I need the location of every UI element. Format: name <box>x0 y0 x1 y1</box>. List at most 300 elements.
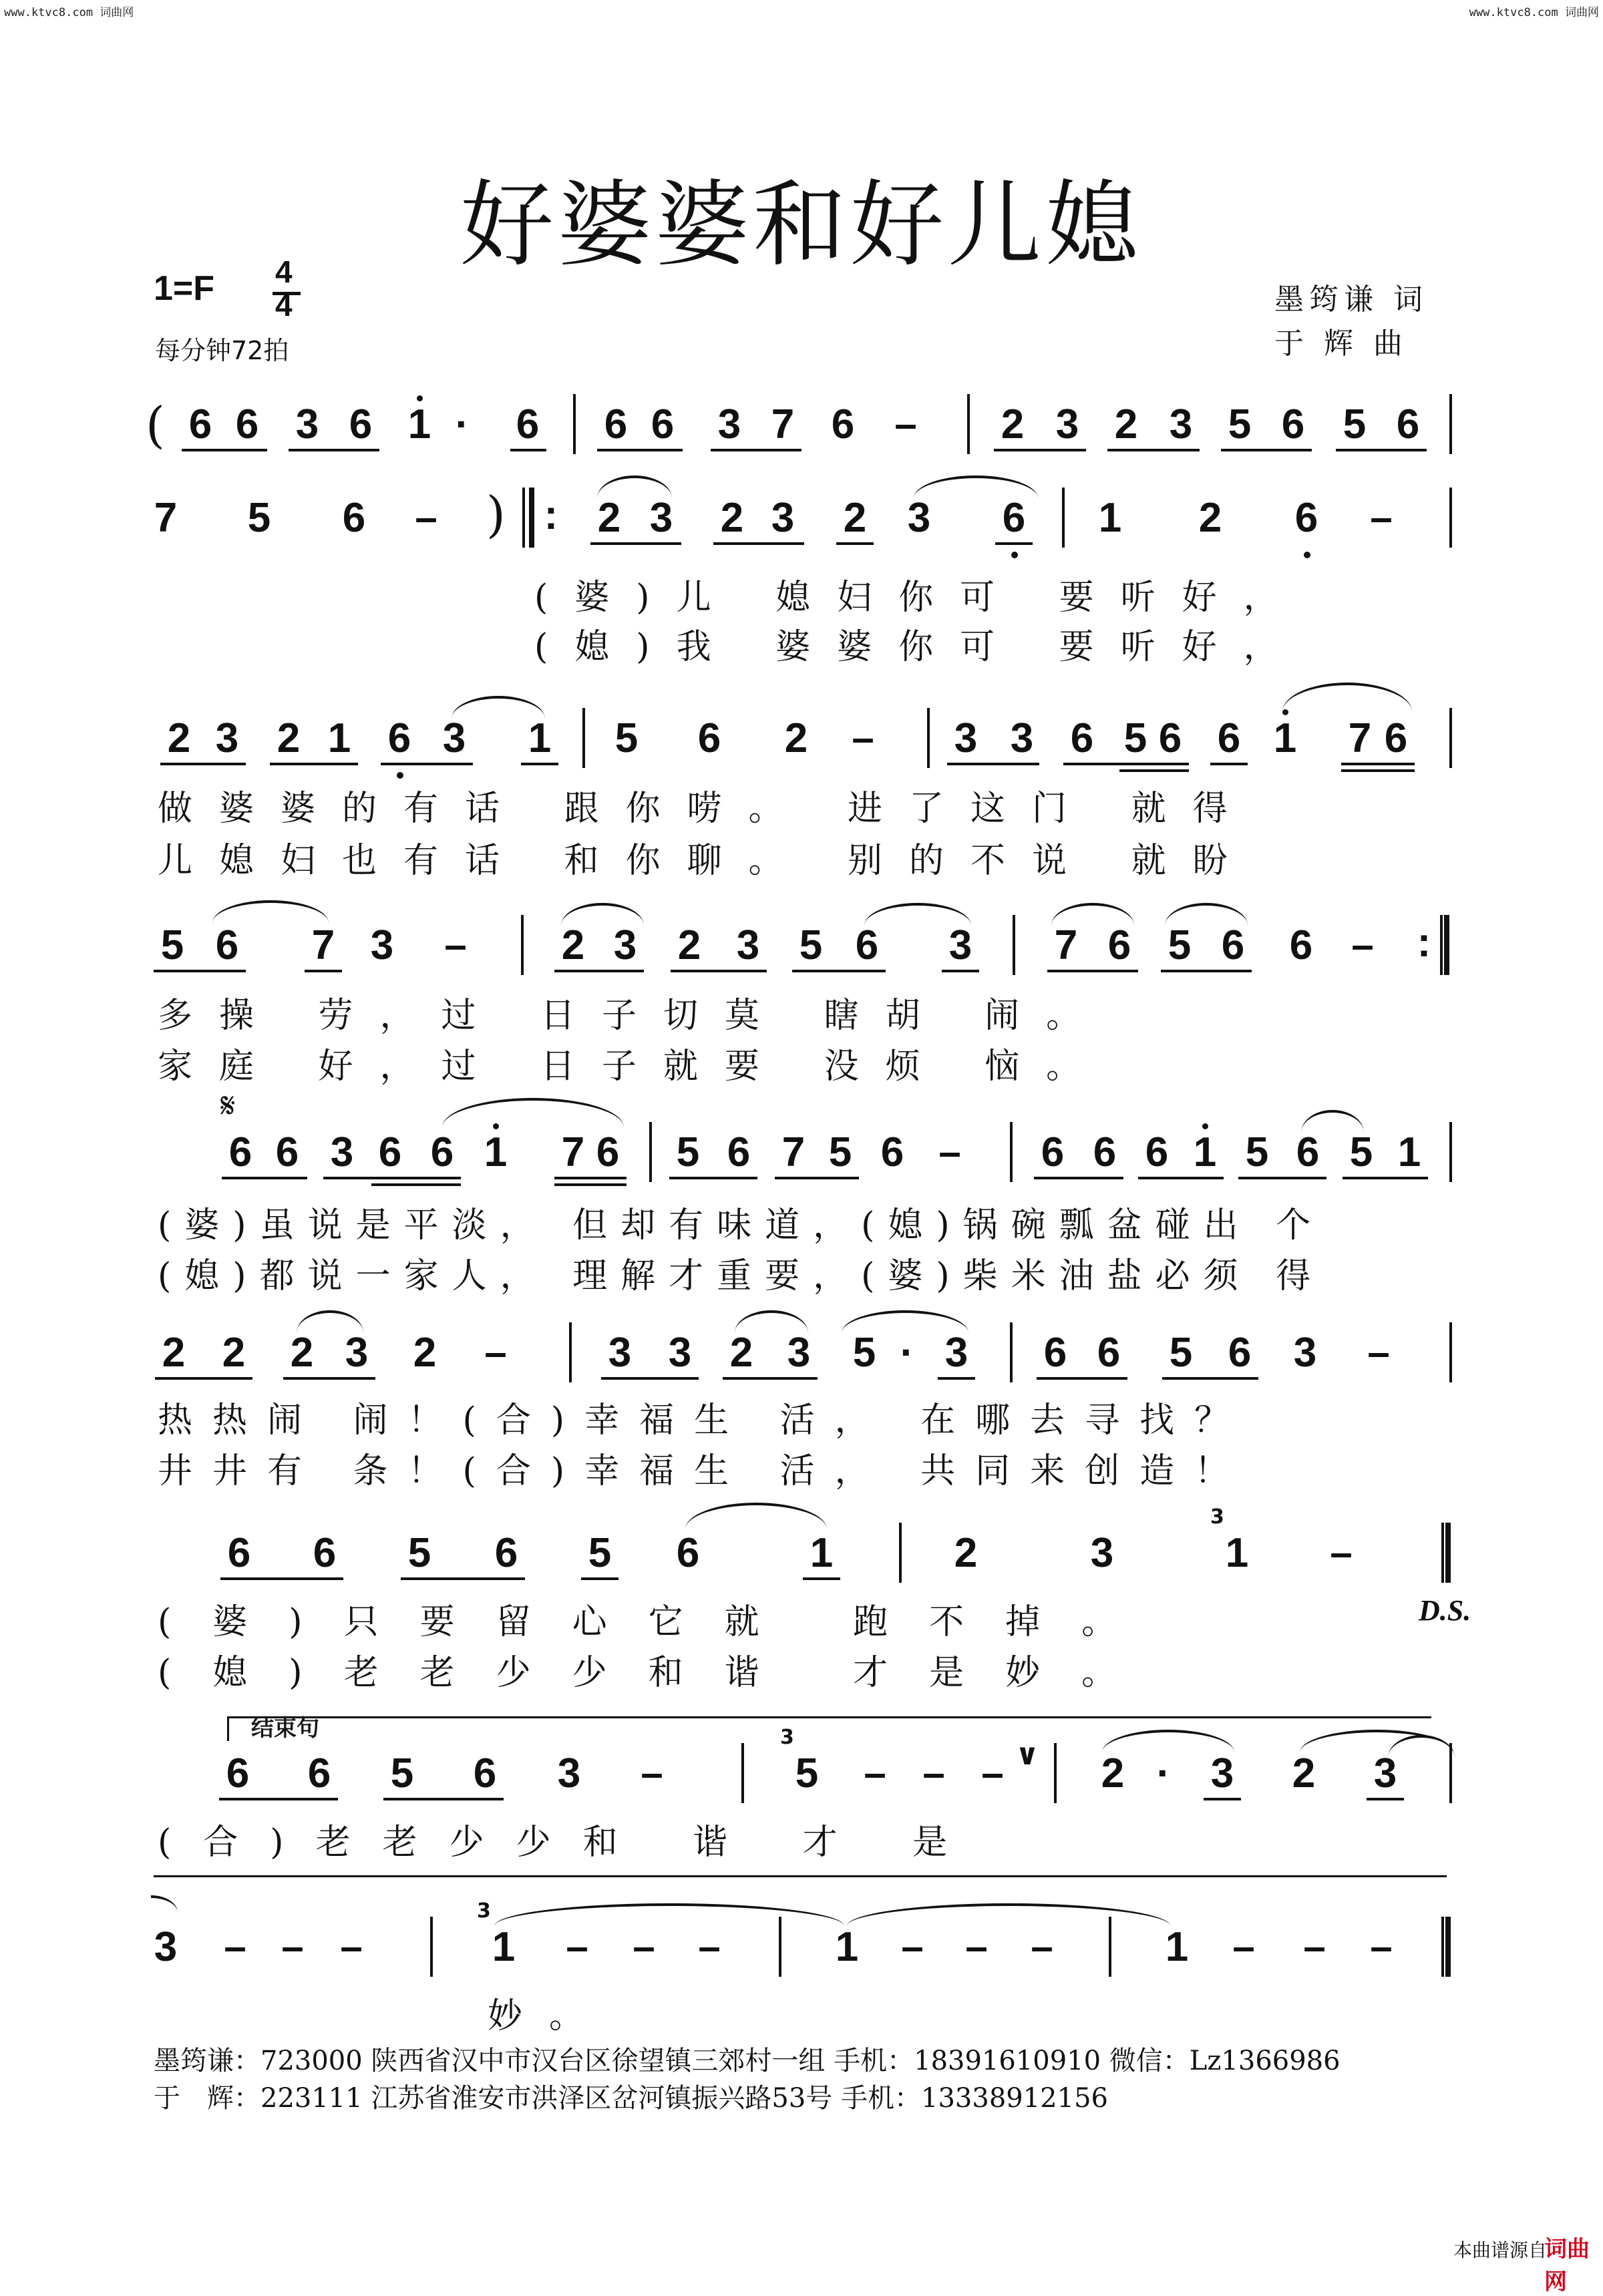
dash: – <box>981 1750 1004 1795</box>
beam <box>222 1177 307 1179</box>
note: 2 <box>413 1330 437 1376</box>
high-dot <box>493 1123 499 1129</box>
note: 6 <box>1228 1330 1252 1376</box>
beam <box>947 763 1039 765</box>
note: 1 <box>1193 1129 1217 1175</box>
note: 1 <box>407 401 431 447</box>
note: 6 <box>307 1750 331 1796</box>
note: 1 <box>1397 1129 1421 1175</box>
note-dot: · <box>455 401 470 447</box>
time-signature-top: 4 <box>275 254 293 289</box>
lyricist: 墨筠谦 词 <box>1274 282 1428 317</box>
note: 6 <box>727 1129 751 1175</box>
final-barline <box>1441 1523 1451 1583</box>
note: 3 <box>608 1330 632 1376</box>
dash: – <box>1367 1330 1390 1374</box>
low-dot <box>1304 552 1310 558</box>
note: 5 <box>852 1330 876 1376</box>
note: 5 <box>1168 922 1192 968</box>
note: 6 <box>516 401 540 447</box>
note: 2 <box>677 922 701 968</box>
low-dot <box>1011 552 1018 558</box>
note: 6 <box>1289 922 1313 968</box>
beam <box>775 1177 859 1179</box>
slur <box>685 1503 827 1529</box>
intro-open-paren: ( <box>146 397 165 454</box>
barline <box>1010 1322 1013 1382</box>
dash: – <box>415 495 437 540</box>
beam <box>1336 449 1427 451</box>
beam-16th <box>371 1183 461 1186</box>
score-row-2 <box>0 486 1603 668</box>
triplet-mark: 3 <box>1210 1505 1224 1529</box>
note: 6 <box>1070 715 1094 761</box>
dash: – <box>224 1924 246 1969</box>
note: 1 <box>484 1129 508 1175</box>
high-dot <box>417 395 423 401</box>
note: 5 <box>676 1129 700 1175</box>
beam <box>289 449 379 451</box>
note: 5 <box>799 922 823 968</box>
lyrics-verse-1: 多操 劳，过 日子切莫 瞎胡 闹。 <box>158 996 1108 1036</box>
note: 6 <box>596 1129 620 1175</box>
beam <box>155 1377 252 1380</box>
beam <box>554 970 644 972</box>
triplet-mark: 3 <box>477 1899 491 1923</box>
note: 7 <box>1348 715 1372 761</box>
barline <box>779 1917 781 1977</box>
dash: – <box>633 1924 655 1969</box>
key-signature: 1=F <box>154 269 215 308</box>
dash: – <box>922 1750 945 1795</box>
beam <box>581 1577 618 1580</box>
beam <box>1367 1798 1404 1800</box>
repeat-start-thick <box>522 488 525 548</box>
note: 3 <box>649 495 673 541</box>
slur <box>1282 683 1412 712</box>
beam <box>270 763 358 765</box>
site-url-right[interactable]: www.ktvc8.com 词曲网 <box>1469 6 1599 19</box>
dash: – <box>852 715 874 760</box>
score-row-3 <box>0 715 1603 882</box>
note: 2 <box>167 715 191 761</box>
note: 6 <box>676 1530 700 1576</box>
note: 1 <box>327 715 351 761</box>
beam <box>1221 449 1312 451</box>
note: 6 <box>473 1750 497 1796</box>
note: 6 <box>1002 495 1026 541</box>
note: 3 <box>1169 401 1193 447</box>
note: 6 <box>1107 922 1131 968</box>
dash: – <box>1303 1924 1326 1969</box>
high-dot <box>1282 709 1288 715</box>
segno-sign: 𝄋 <box>220 1086 236 1126</box>
dash: – <box>1031 1924 1053 1969</box>
note: 5 <box>247 495 271 541</box>
beam <box>154 970 246 972</box>
slur <box>442 1098 624 1127</box>
note: 3 <box>717 401 741 447</box>
dash: – <box>1370 1924 1393 1969</box>
note: 2 <box>1292 1750 1316 1796</box>
note: 6 <box>1294 495 1318 541</box>
beam <box>323 1177 461 1179</box>
note: 6 <box>1043 1330 1067 1376</box>
low-dot <box>397 772 403 779</box>
da-segno-mark: D.S. <box>1419 1594 1471 1627</box>
tie <box>847 1903 1170 1926</box>
note: 3 <box>1373 1750 1397 1796</box>
note: 3 <box>1293 1330 1317 1376</box>
beam-16th <box>554 1183 627 1186</box>
note: 2 <box>290 1330 314 1376</box>
note: 3 <box>370 922 394 968</box>
beam <box>1238 1177 1326 1179</box>
beam <box>219 1798 338 1800</box>
note: 1 <box>1098 495 1122 541</box>
song-title: 好婆婆和好儿媳 <box>460 171 1143 280</box>
barline <box>1449 488 1452 548</box>
lyrics-verse-2: (媳)我 婆婆你可 要听好， <box>534 627 1305 667</box>
beam <box>381 763 473 765</box>
note: 2 <box>561 922 585 968</box>
beam <box>1341 763 1415 765</box>
note: 3 <box>907 495 931 541</box>
barline <box>1449 708 1452 768</box>
note: 3 <box>771 495 795 541</box>
beam-16th <box>1119 769 1189 772</box>
note: 3 <box>1210 1750 1234 1796</box>
triplet-mark: 3 <box>780 1726 794 1749</box>
note: 5 <box>1169 1330 1193 1376</box>
lyrics-verse-2: (媳)老老少少和谐 才是妙。 <box>158 1653 1158 1693</box>
score-row-5 <box>0 1086 1603 1296</box>
note: 7 <box>1054 922 1078 968</box>
note: 6 <box>1221 922 1245 968</box>
beam <box>283 1377 375 1380</box>
barline <box>1109 1917 1111 1977</box>
beam <box>1037 1377 1127 1380</box>
barline <box>1449 1743 1452 1803</box>
beam <box>220 1577 343 1580</box>
note: 3 <box>954 715 978 761</box>
note: 5 <box>1123 715 1147 761</box>
barline <box>927 708 930 768</box>
site-url-left[interactable]: www.ktvc8.com 词曲网 <box>4 6 134 19</box>
note: 7 <box>154 495 178 541</box>
lyrics-verse-2: 儿媳妇也有话 和你聊。 别的不说 就盼 <box>158 841 1254 881</box>
note: 3 <box>948 922 972 968</box>
note: 2 <box>1101 1750 1125 1796</box>
beam <box>711 449 802 451</box>
intro-close-paren: ) <box>486 486 506 544</box>
note: 5 <box>1349 1129 1373 1175</box>
note: 6 <box>651 401 675 447</box>
barline <box>573 394 576 454</box>
lyrics-verse-1: (婆)虽说是平淡， 但却有味道，(媳)锅碗瓢盆碰出 个 <box>158 1205 1324 1246</box>
note: 6 <box>494 1530 518 1576</box>
dash: – <box>566 1924 588 1969</box>
note: 1 <box>1273 715 1297 761</box>
note: 6 <box>1281 401 1305 447</box>
dash: – <box>698 1924 721 1969</box>
repeat-end <box>1440 915 1449 975</box>
beam <box>803 1577 840 1580</box>
note: 2 <box>729 1330 753 1376</box>
lyricist-contact: 墨筠谦：723000 陕西省汉中市汉台区徐望镇三郊村一组 手机：18391610910 微信：Lz1366986 <box>154 2046 1341 2076</box>
lyrics-ending: (合)老老少少和 谐 才 是 <box>158 1823 980 1863</box>
slur <box>212 900 329 923</box>
beam <box>994 449 1086 451</box>
note: 6 <box>215 922 239 968</box>
dash: – <box>484 1330 507 1374</box>
note: 2 <box>277 715 301 761</box>
beam <box>942 970 979 972</box>
beam <box>1204 1798 1241 1800</box>
note: 6 <box>1217 715 1241 761</box>
beam <box>1107 449 1200 451</box>
note: 1 <box>835 1924 859 1970</box>
beam <box>401 1577 525 1580</box>
lyrics-verse-2: 家庭 好，过 日子就要 没烦 恼。 <box>158 1046 1108 1087</box>
note: 2 <box>954 1530 978 1576</box>
note: 6 <box>1396 401 1420 447</box>
note: 7 <box>771 401 795 447</box>
beam <box>1343 1177 1428 1179</box>
note: 6 <box>275 1129 299 1175</box>
beam <box>669 1177 757 1179</box>
score-row-4 <box>0 922 1603 1089</box>
score-row-6 <box>0 1329 1603 1496</box>
note: 6 <box>880 1129 904 1175</box>
barline <box>967 394 970 454</box>
barline <box>569 1322 572 1382</box>
note: 1 <box>492 1924 516 1970</box>
note: 6 <box>1384 715 1408 761</box>
note: 6 <box>228 1129 252 1175</box>
final-barline <box>1441 1917 1451 1977</box>
note: 2 <box>222 1330 246 1376</box>
note: 6 <box>1097 1330 1121 1376</box>
dash: – <box>444 922 467 967</box>
beam <box>590 542 681 545</box>
ending-label: 结束句 <box>251 1715 319 1742</box>
brand-logo[interactable]: 词曲网 <box>1544 2236 1590 2295</box>
beam <box>554 1177 627 1179</box>
note: 2 <box>162 1330 186 1376</box>
note: 2 <box>843 495 867 541</box>
lyrics-final: 妙。 <box>488 1996 611 2036</box>
note: 6 <box>1158 715 1182 761</box>
score-row-7 <box>0 1505 1603 1696</box>
note: 6 <box>387 715 411 761</box>
dash: – <box>901 1924 924 1969</box>
beam <box>671 970 767 972</box>
note: 6 <box>1296 1129 1320 1175</box>
beam <box>713 542 804 545</box>
lyrics-verse-1: (婆)只要留心它就 跑不掉。 <box>158 1602 1158 1642</box>
repeat-colon: : <box>1417 920 1431 966</box>
lyrics-verse-2: (媳)都说一家人， 理解才重要，(婆)柴米油盐必须 得 <box>158 1256 1324 1296</box>
barline <box>741 1743 744 1803</box>
beam <box>938 1377 975 1380</box>
beam <box>521 763 558 765</box>
note: 3 <box>613 922 637 968</box>
note: 6 <box>188 401 212 447</box>
beam <box>383 1798 504 1800</box>
breath-mark: ∨ <box>1015 1738 1039 1771</box>
note: 3 <box>1055 401 1079 447</box>
note: 5 <box>588 1530 612 1576</box>
note: 3 <box>442 715 466 761</box>
barline <box>1010 1122 1013 1182</box>
dash: – <box>1370 495 1393 540</box>
beam <box>1034 1177 1123 1179</box>
time-signature-bottom: 4 <box>275 288 293 323</box>
beam <box>601 1377 699 1380</box>
note: 2 <box>720 495 744 541</box>
beam <box>1210 763 1248 765</box>
dash: – <box>1330 1530 1353 1575</box>
dash: – <box>281 1924 304 1969</box>
note: 6 <box>1145 1129 1169 1175</box>
dash: – <box>894 401 917 446</box>
note: 2 <box>597 495 621 541</box>
beam <box>1161 970 1252 972</box>
barline <box>582 708 585 768</box>
beam <box>1063 763 1189 765</box>
barline <box>899 1523 902 1583</box>
note: 5 <box>407 1530 431 1576</box>
note: 6 <box>430 1129 454 1175</box>
barline <box>1449 1122 1452 1182</box>
barline <box>521 915 524 975</box>
note: 1 <box>1225 1530 1249 1576</box>
barline <box>430 1917 433 1977</box>
note: 5 <box>1343 401 1367 447</box>
note: 1 <box>1165 1924 1189 1970</box>
score-row-9 <box>0 1899 1603 2036</box>
note-dot: · <box>1156 1750 1171 1796</box>
lyrics-verse-1: 做婆婆的有话 跟你唠。 进了这门 就得 <box>158 789 1254 829</box>
note: 1 <box>528 715 552 761</box>
note: 3 <box>1090 1530 1114 1576</box>
note: 3 <box>295 401 319 447</box>
barline <box>1449 1322 1452 1382</box>
note: 6 <box>378 1129 402 1175</box>
note: 3 <box>787 1330 811 1376</box>
beam <box>836 542 874 545</box>
note: 2 <box>1001 401 1025 447</box>
note: 5 <box>160 922 184 968</box>
note: 3 <box>330 1129 354 1175</box>
lyrics-verse-1: (婆)儿 媳妇你可 要听好， <box>534 578 1305 618</box>
beam <box>1162 1377 1258 1380</box>
dash: – <box>641 1750 663 1795</box>
beam <box>305 970 342 972</box>
note: 3 <box>215 715 239 761</box>
note: 6 <box>1041 1129 1065 1175</box>
lyrics-verse-1: 热热闹 闹！(合)幸福生 活， 在哪去寻找？ <box>158 1400 1250 1441</box>
note: 5 <box>390 1750 414 1796</box>
note: 3 <box>736 922 760 968</box>
note: 6 <box>349 401 373 447</box>
note-dot: · <box>900 1330 914 1376</box>
note: 6 <box>855 922 879 968</box>
composer-contact: 于 辉：223111 江苏省淮安市洪泽区岔河镇振兴路53号 手机：13338912156 <box>154 2083 1108 2114</box>
dash: – <box>340 1924 363 1969</box>
beam <box>597 449 683 451</box>
note: 6 <box>227 1530 251 1576</box>
dash: – <box>1232 1924 1255 1969</box>
beam <box>1138 1177 1224 1179</box>
high-dot <box>1202 1123 1208 1129</box>
beam <box>723 1377 818 1380</box>
note: 5 <box>828 1129 852 1175</box>
note: 6 <box>313 1530 337 1576</box>
composer: 于 辉 曲 <box>1274 327 1408 361</box>
dash: – <box>864 1750 886 1795</box>
note: 1 <box>810 1530 834 1576</box>
lyrics-verse-2: 井井有 条！(合)幸福生 活， 共同来创造！ <box>158 1451 1250 1491</box>
note: 3 <box>1010 715 1034 761</box>
dash: – <box>965 1924 988 1969</box>
note: 5 <box>614 715 639 761</box>
note: 6 <box>604 401 628 447</box>
beam-16th <box>1341 769 1415 772</box>
barline <box>649 1122 652 1182</box>
note: 5 <box>795 1750 819 1796</box>
beam <box>792 970 886 972</box>
score-row-1 <box>0 397 1603 461</box>
note: 3 <box>345 1330 369 1376</box>
note: 6 <box>1093 1129 1117 1175</box>
note: 5 <box>1228 401 1252 447</box>
brand-source: 本曲谱源自 <box>1453 2239 1548 2261</box>
ending-bracket <box>227 1716 1431 1741</box>
note: 6 <box>235 401 259 447</box>
dash: – <box>938 1129 961 1174</box>
barline <box>1013 915 1015 975</box>
beam <box>510 449 546 451</box>
note: 7 <box>781 1129 806 1175</box>
tie <box>494 1903 844 1926</box>
beam <box>182 449 267 451</box>
barline <box>1054 1743 1057 1803</box>
note: 5 <box>1245 1129 1269 1175</box>
note: 3 <box>944 1330 968 1376</box>
tempo: 每分钟72拍 <box>155 336 289 365</box>
ending-line <box>154 1875 1447 1877</box>
note: 6 <box>226 1750 250 1796</box>
barline <box>1062 488 1065 548</box>
note: 2 <box>784 715 808 761</box>
note: 3 <box>668 1330 692 1376</box>
beam <box>160 763 246 765</box>
tie-from-prev-line <box>151 1895 178 1913</box>
note: 7 <box>561 1129 585 1175</box>
note: 6 <box>697 715 721 761</box>
note: 6 <box>831 401 855 447</box>
dash: – <box>1351 922 1374 967</box>
beam <box>1047 970 1138 972</box>
note: 6 <box>342 495 366 541</box>
note: 2 <box>1198 495 1222 541</box>
beam <box>995 542 1033 545</box>
barline <box>1449 394 1452 454</box>
note: 2 <box>1114 401 1138 447</box>
note: 7 <box>311 922 335 968</box>
